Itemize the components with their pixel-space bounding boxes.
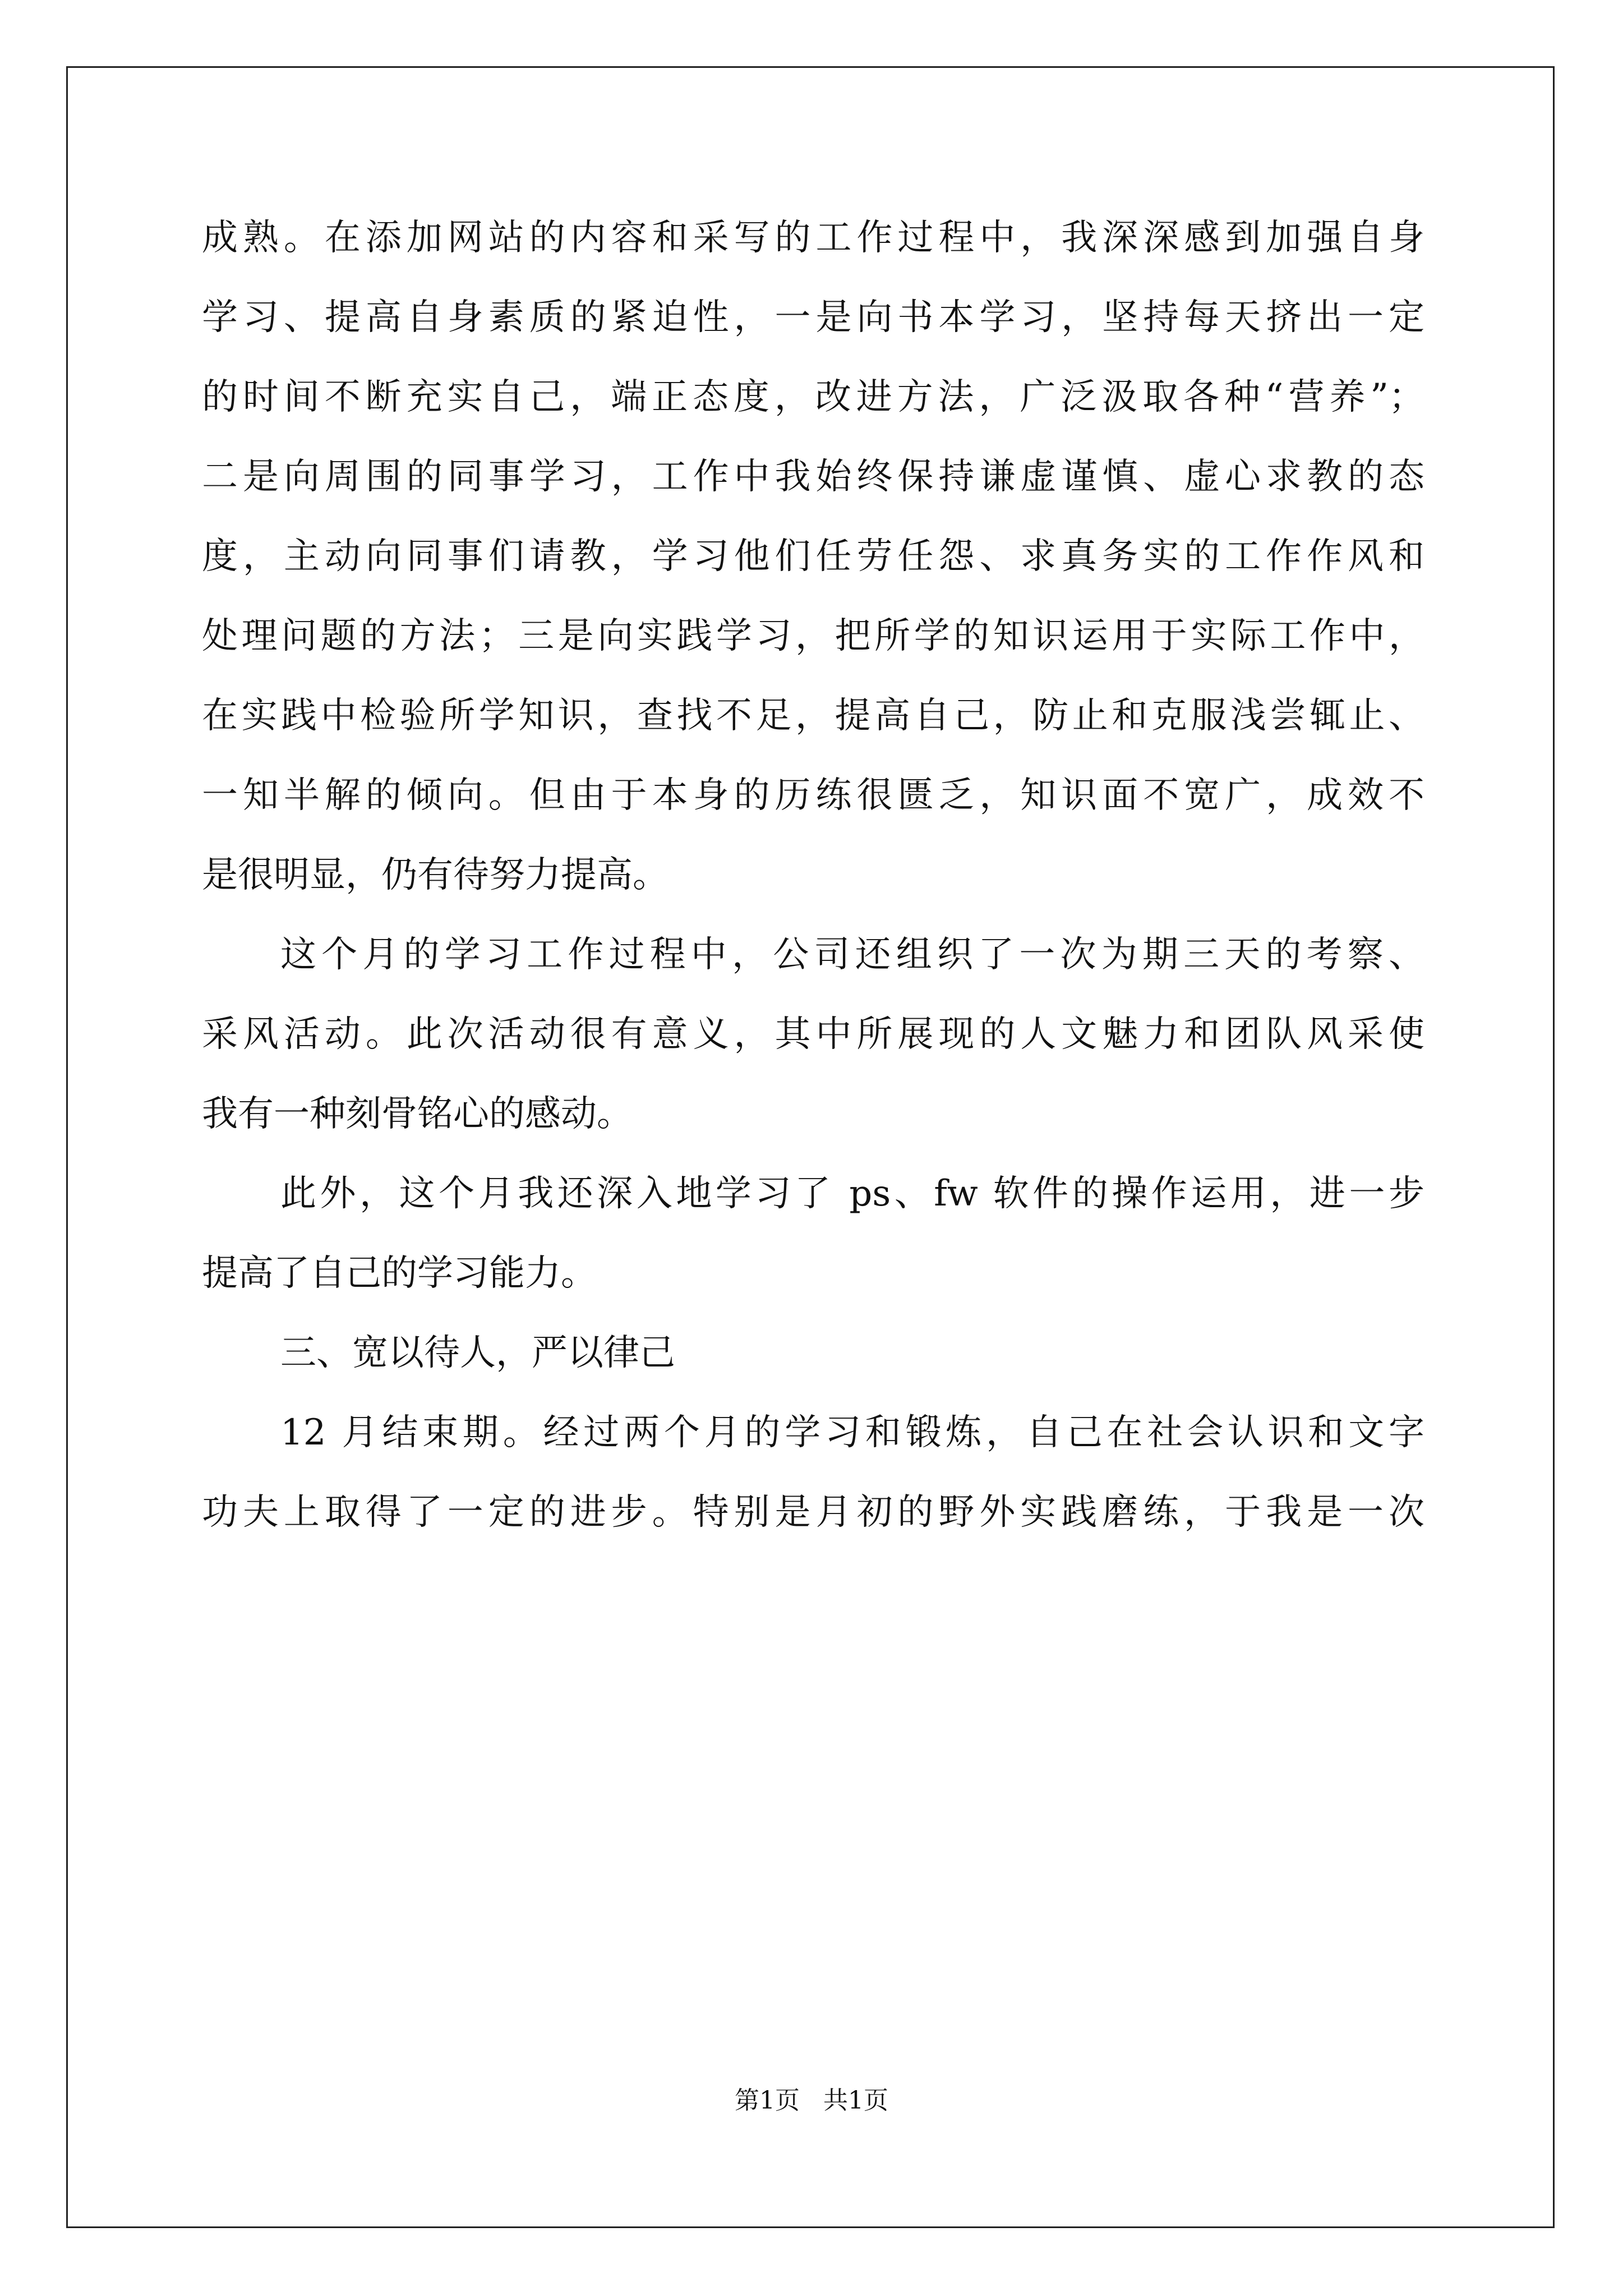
paragraph-first-line: 这个月的学习工作过程中，公司还组织了一次为期三天的考察、 bbox=[280, 934, 1424, 976]
paragraph-first-line: 此外，这个月我还深入地学习了 ps、fw 软件的操作运用，进一步 bbox=[280, 1173, 1424, 1214]
text-line: 是很明显，仍有待努力提高。 bbox=[202, 854, 668, 896]
text-line: 学习、提高自身素质的紧迫性，一是向书本学习，坚持每天挤出一定 bbox=[202, 297, 1424, 338]
text-line: 的时间不断充实自己，端正态度，改进方法，广泛汲取各种“营养”； bbox=[202, 376, 1424, 418]
paragraph-first-line: 12 月结束期。经过两个月的学习和锻炼，自己在社会认识和文字 bbox=[280, 1412, 1424, 1453]
text-line: 我有一种刻骨铭心的感动。 bbox=[202, 1093, 633, 1135]
text-line: 二是向周围的同事学习，工作中我始终保持谦虚谨慎、虚心求教的态 bbox=[202, 456, 1424, 498]
text-line: 功夫上取得了一定的进步。特别是月初的野外实践磨练，于我是一次 bbox=[202, 1492, 1424, 1533]
text-line: 成熟。在添加网站的内容和采写的工作过程中，我深深感到加强自身 bbox=[202, 217, 1424, 259]
text-line: 度，主动向同事们请教，学习他们任劳任怨、求真务实的工作作风和 bbox=[202, 536, 1424, 577]
section-heading: 三、宽以待人，严以律己 bbox=[280, 1332, 675, 1374]
page-footer: 第1页 共1页 bbox=[735, 2086, 888, 2115]
text-line: 采风活动。此次活动很有意义，其中所展现的人文魅力和团队风采使 bbox=[202, 1014, 1424, 1055]
text-line: 处理问题的方法；三是向实践学习，把所学的知识运用于实际工作中， bbox=[202, 615, 1424, 657]
text-line: 一知半解的倾向。但由于本身的历练很匮乏，知识面不宽广，成效不 bbox=[202, 775, 1424, 816]
text-line: 提高了自己的学习能力。 bbox=[202, 1253, 597, 1294]
text-line: 在实践中检验所学知识，查找不足，提高自己，防止和克服浅尝辄止、 bbox=[202, 695, 1424, 737]
